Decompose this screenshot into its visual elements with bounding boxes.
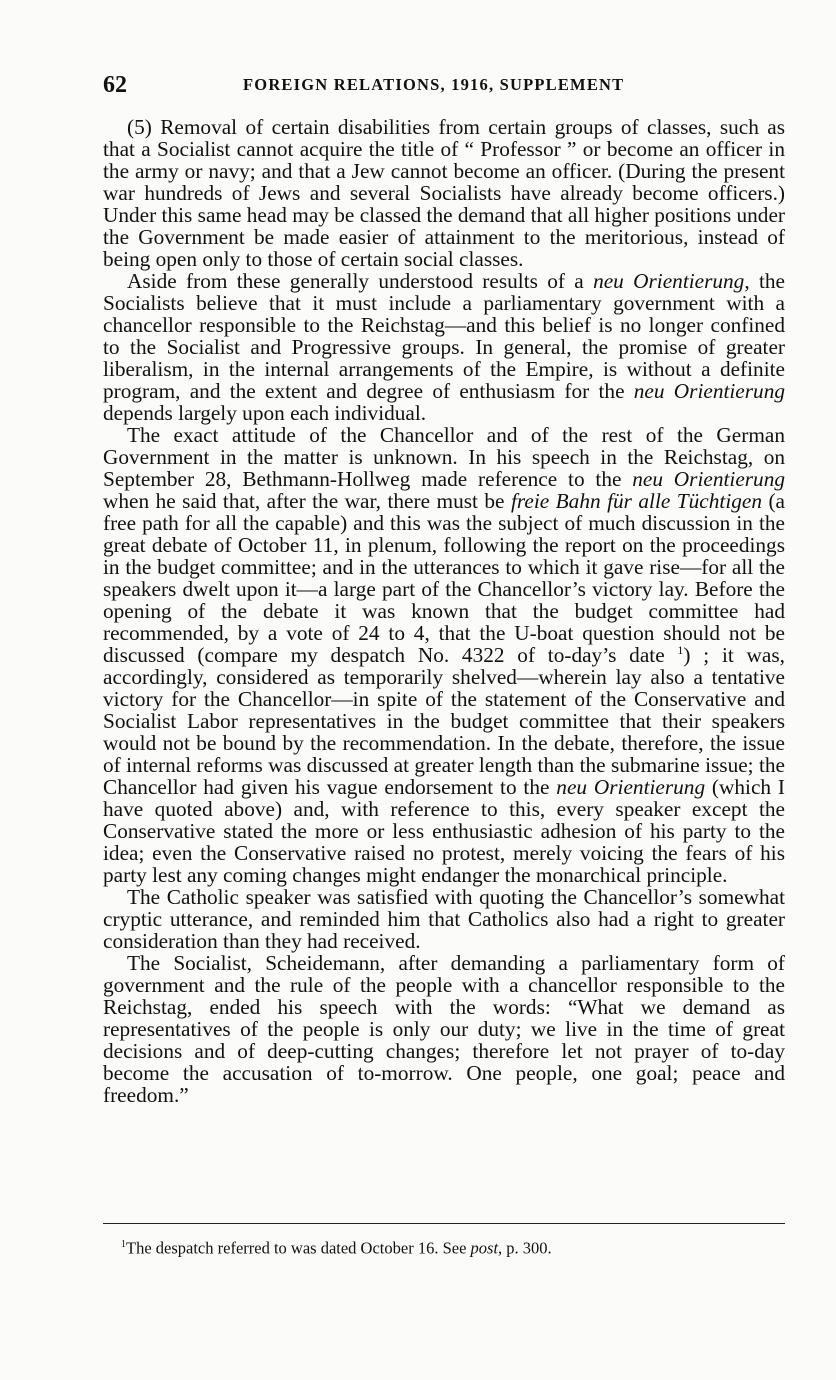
paragraph — [103, 952, 785, 1106]
page-number: 62 — [103, 72, 127, 98]
footnote — [121, 1235, 785, 1259]
text-run: The Socialist, Scheidemann, after demanding a parliamentary form of government and the rule of the people with a chancellor responsible to the Reichstag, ended his speech with the words: “What we demand as representatives of the people is only our duty; we live in the time of great decisions and of deep-cutting changes; therefore let not prayer of to-day become the accusation of to-morrow. One people, one goal; peace and freedom.” — [103, 951, 785, 1107]
page-header — [103, 70, 785, 102]
paragraph — [103, 270, 785, 424]
text-run: , the Socialists believe that it must include a parliamentary government with a chancellor responsible to the Reichstag—and this belief is no longer confined to the Socialist and Progressive groups. In general, the promise of greater liberalism, in the internal arrangements of the Empire, is without a definite program, and the extent and degree of enthusiasm for the — [103, 269, 786, 403]
running-title: FOREIGN RELATIONS, 1916, SUPPLEMENT — [243, 75, 625, 94]
italic-text: neu Orientierung — [632, 467, 785, 491]
text-run: , p. 300. — [498, 1238, 552, 1258]
text-run: (a free path for all the capable) and this was the subject of much discussion in the great debate of October 11, in plenum, following the report on the proceedings in the budget committee; and in the utterances to which it gave rise—for all the speakers dwelt upon it—a large part of the Chancellor’s victory lay. Before the opening of the debate it was known that the budget committee had recommended, by a vote of 24 to 4, that the U-boat question should not be discussed (compare my despatch No. 4322 of to-day’s date — [103, 489, 786, 667]
text-run: when he said that, after the war, there must be — [103, 489, 511, 513]
paragraph — [103, 424, 785, 886]
text-run: The exact attitude of the Chancellor and of the rest of the German Government in the matter is unknown. In his speech in the Reichstag, on September 28, Bethmann-Hollweg made reference to the — [103, 423, 785, 491]
italic-text: freie Bahn für alle Tüchtigen — [510, 489, 762, 513]
italic-text: neu Orientierung — [556, 775, 706, 799]
text-run: The Catholic speaker was satisfied with quoting the Chancellor’s somewhat cryptic utterance, and reminded him that Catholics also had a right to greater consideration than they had received. — [103, 885, 785, 953]
paragraph — [103, 886, 785, 952]
footnote-marker: 1 — [121, 1239, 126, 1250]
footnote-reference: 1 — [677, 642, 684, 657]
body-text — [103, 116, 785, 1106]
text-run: depends largely upon each individual. — [103, 401, 427, 425]
paragraph — [103, 116, 785, 270]
italic-text: post — [470, 1238, 499, 1258]
text-run: (which I have quoted above) and, with reference to this, every speaker except the Conservative stated the more or less enthusiastic adhesion of his party to the idea; even the Conservative raised no protest, merely voicing the fears of his party lest any coming changes might endanger the monarchical principle. — [103, 775, 785, 887]
footnote-divider — [103, 1223, 785, 1224]
italic-text: neu Orientierung — [593, 269, 745, 293]
italic-text: neu Orientierung — [633, 379, 785, 403]
text-run: ) ; it was, accordingly, considered as temporarily shelved—wherein lay also a tentative victory for the Chancellor—in spite of the statement of the Conservative and Socialist Labor representatives in the budget committee that their speakers would not be bound by the recommendation. In the debate, therefore, the issue of internal reforms was discussed at greater length than the submarine issue; the Chancellor had given his vague endorsement to the — [103, 643, 785, 799]
text-run: The despatch referred to was dated October 16. See — [126, 1238, 471, 1258]
text-run: (5) Removal of certain disabilities from certain groups of classes, such as that a Socialist cannot acquire the title of “ Professor ” or become an officer in the army or navy; and that a Jew cannot become an officer. (During the present war hundreds of Jews and several Socialists have already become officers.) Under this same head may be classed the demand that all higher positions under the Government be made easier of attainment to the meritorious, instead of being open only to those of certain social classes. — [103, 115, 785, 271]
text-run: Aside from these generally understood results of a — [127, 269, 594, 293]
